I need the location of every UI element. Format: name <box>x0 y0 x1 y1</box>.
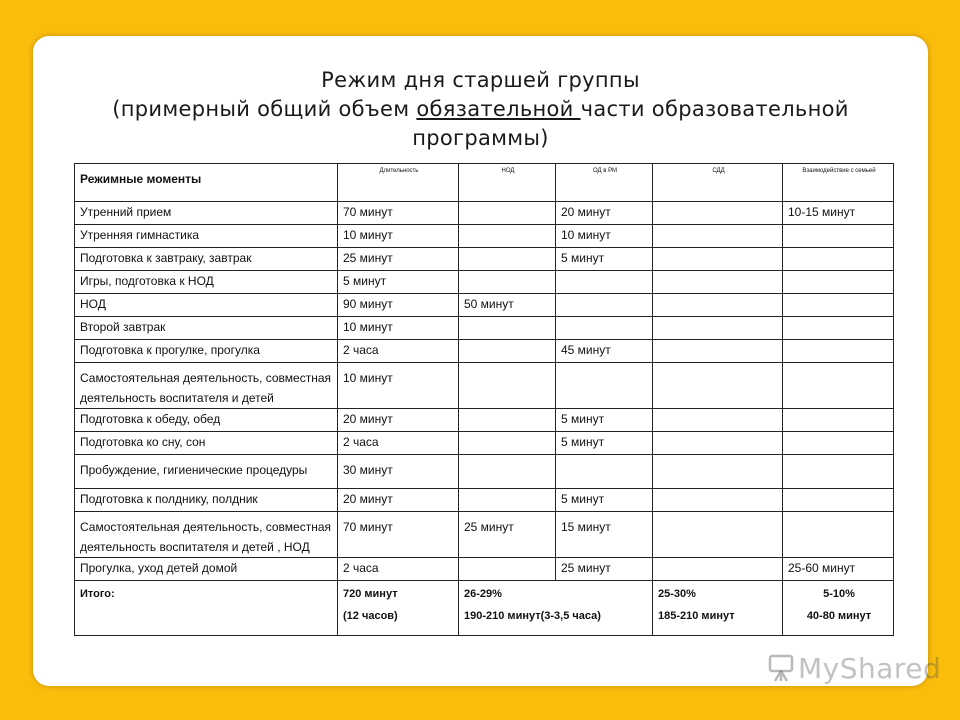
value-cell <box>459 409 556 432</box>
title-line-2-end: части образовательной <box>580 97 849 121</box>
value-cell <box>783 340 894 363</box>
activity-cell: Утренняя гимнастика <box>75 225 338 248</box>
table-row <box>75 248 894 271</box>
value-cell <box>783 512 894 558</box>
total-sdd-minutes: 185-210 минут <box>658 610 735 622</box>
activity-cell: Подготовка к прогулке, прогулка <box>75 340 338 363</box>
value-cell <box>653 317 783 340</box>
value-cell: 30 минут <box>338 455 459 489</box>
table-row <box>75 363 894 409</box>
value-cell <box>459 489 556 512</box>
activity-cell: Подготовка к полднику, полдник <box>75 489 338 512</box>
value-cell: 10 минут <box>338 363 459 409</box>
table-row <box>75 558 894 581</box>
value-cell <box>783 455 894 489</box>
activity-cell: Утренний прием <box>75 202 338 225</box>
value-cell: 25 минут <box>556 558 653 581</box>
table-row <box>75 512 894 558</box>
value-cell <box>653 512 783 558</box>
value-cell: 50 минут <box>459 294 556 317</box>
value-cell <box>653 340 783 363</box>
total-label: Итого: <box>75 581 338 636</box>
table-row <box>75 340 894 363</box>
value-cell <box>459 432 556 455</box>
value-cell: 5 минут <box>338 271 459 294</box>
total-row <box>75 581 894 636</box>
total-family-minutes: 40-80 минут <box>806 610 872 622</box>
value-cell: 70 минут <box>338 202 459 225</box>
value-cell: 2 часа <box>338 340 459 363</box>
table-row <box>75 409 894 432</box>
value-cell: 25 минут <box>459 512 556 558</box>
value-cell <box>459 558 556 581</box>
table-row <box>75 317 894 340</box>
value-cell: 10 минут <box>556 225 653 248</box>
header-cell: Режимные моменты <box>75 164 338 202</box>
value-cell <box>459 271 556 294</box>
activity-cell: НОД <box>75 294 338 317</box>
activity-cell: Подготовка ко сну, сон <box>75 432 338 455</box>
value-cell <box>556 294 653 317</box>
value-cell: 5 минут <box>556 409 653 432</box>
value-cell: 10 минут <box>338 225 459 248</box>
value-cell <box>653 294 783 317</box>
table-header-row <box>75 164 894 202</box>
value-cell: 20 минут <box>338 409 459 432</box>
value-cell <box>653 248 783 271</box>
header-cell: НОД <box>459 164 556 202</box>
total-nod-od-minutes: 190-210 минут(3-3,5 часа) <box>464 610 601 622</box>
value-cell <box>556 455 653 489</box>
header-cell: Взаимодействие с семьей <box>783 164 894 202</box>
value-cell: 5 минут <box>556 248 653 271</box>
title-line-3: программы) <box>412 126 549 150</box>
table-row <box>75 432 894 455</box>
activity-cell: Самостоятельная деятельность, совместная деятельность воспитателя и детей , НОД <box>75 512 338 558</box>
table-row <box>75 225 894 248</box>
value-cell <box>459 248 556 271</box>
value-cell: 2 часа <box>338 432 459 455</box>
value-cell <box>783 294 894 317</box>
value-cell <box>783 317 894 340</box>
value-cell <box>783 363 894 409</box>
value-cell: 25-60 минут <box>783 558 894 581</box>
value-cell <box>653 271 783 294</box>
value-cell <box>556 317 653 340</box>
table-row <box>75 294 894 317</box>
total-nod-od <box>459 581 653 636</box>
value-cell: 70 минут <box>338 512 459 558</box>
value-cell <box>783 489 894 512</box>
value-cell <box>653 558 783 581</box>
value-cell: 25 минут <box>338 248 459 271</box>
value-cell <box>459 363 556 409</box>
title-line-1: Режим дня старшей группы <box>321 68 640 92</box>
value-cell: 5 минут <box>556 432 653 455</box>
total-sdd-percent: 25-30% <box>658 588 696 600</box>
table-row <box>75 455 894 489</box>
value-cell: 90 минут <box>338 294 459 317</box>
total-duration <box>338 581 459 636</box>
value-cell <box>556 271 653 294</box>
value-cell <box>653 202 783 225</box>
myshared-logo-icon <box>768 654 794 682</box>
activity-cell: Подготовка к завтраку, завтрак <box>75 248 338 271</box>
total-family-percent: 5-10% <box>823 588 855 600</box>
value-cell: 20 минут <box>338 489 459 512</box>
value-cell: 10-15 минут <box>783 202 894 225</box>
value-cell: 2 часа <box>338 558 459 581</box>
watermark-text: MyShared <box>798 652 942 685</box>
value-cell <box>783 248 894 271</box>
value-cell <box>783 271 894 294</box>
total-sdd <box>653 581 783 636</box>
value-cell: 10 минут <box>338 317 459 340</box>
total-family <box>783 581 894 636</box>
table-row <box>75 271 894 294</box>
value-cell <box>783 409 894 432</box>
value-cell <box>459 202 556 225</box>
value-cell: 15 минут <box>556 512 653 558</box>
header-cell: ОД в РМ <box>556 164 653 202</box>
total-duration-hours: (12 часов) <box>343 610 398 622</box>
value-cell <box>653 455 783 489</box>
value-cell: 5 минут <box>556 489 653 512</box>
header-cell: СДД <box>653 164 783 202</box>
header-cell: Длительность <box>338 164 459 202</box>
value-cell <box>459 317 556 340</box>
value-cell <box>459 455 556 489</box>
title-line-2-start: (примерный общий объем <box>112 97 417 121</box>
table-row <box>75 202 894 225</box>
value-cell <box>783 432 894 455</box>
table-row <box>75 489 894 512</box>
value-cell: 20 минут <box>556 202 653 225</box>
schedule-table <box>74 163 894 636</box>
activity-cell: Пробуждение, гигиенические процедуры <box>75 455 338 489</box>
value-cell <box>653 225 783 248</box>
watermark <box>768 652 941 685</box>
value-cell <box>653 432 783 455</box>
value-cell <box>459 340 556 363</box>
activity-cell: Прогулка, уход детей домой <box>75 558 338 581</box>
title-underlined-word: обязательной <box>416 97 581 121</box>
total-duration-minutes: 720 минут <box>343 588 398 600</box>
total-nod-od-percent: 26-29% <box>464 588 502 600</box>
value-cell <box>653 489 783 512</box>
activity-cell: Подготовка к обеду, обед <box>75 409 338 432</box>
slide <box>33 36 928 686</box>
value-cell <box>653 409 783 432</box>
page-title <box>33 66 928 153</box>
value-cell: 45 минут <box>556 340 653 363</box>
activity-cell: Самостоятельная деятельность, совместная деятельность воспитателя и детей <box>75 363 338 409</box>
title-line-2 <box>33 95 928 124</box>
value-cell <box>783 225 894 248</box>
value-cell <box>653 363 783 409</box>
value-cell <box>556 363 653 409</box>
value-cell <box>459 225 556 248</box>
activity-cell: Второй завтрак <box>75 317 338 340</box>
activity-cell: Игры, подготовка к НОД <box>75 271 338 294</box>
